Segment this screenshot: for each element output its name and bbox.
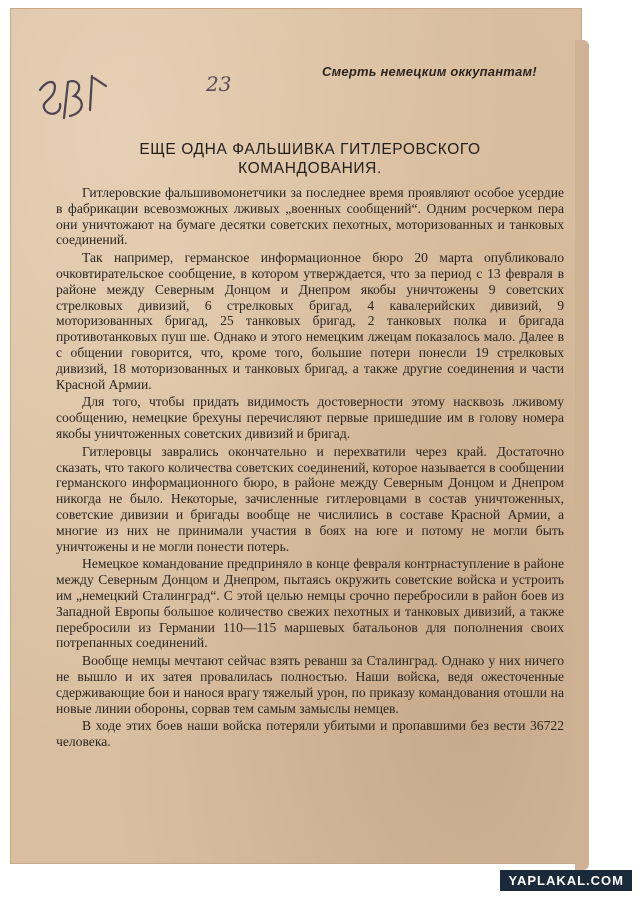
document-title: ЕЩЕ ОДНА ФАЛЬШИВКА ГИТЛЕРОВСКОГО КОМАНДОВАНИЯ. — [139, 141, 481, 177]
handwritten-annotation — [34, 68, 112, 128]
paragraph: Немецкое командование предприняло в конце февраля контрнаступление в районе между Северным Донцом и Днепром, пытаясь окружить советские войска и устроить им „немецкий Сталинград“. С этой целью немцы срочно перебросили в район боев из Западной Европы большое количество свежих пехотных и танковых дивизий, а также перебросили из Германии 110—115 маршевых батальонов для пополнения своих потрепанных соединений. — [56, 556, 564, 651]
handwritten-page-number: 23 — [206, 72, 232, 96]
paragraph: Гитлеровцы заврались окончательно и перехватили через край. Достаточно сказать, что такого количества советских соединений, которое называется в сообщении германского информационного бюро, в районе между Северным Донцом и Днепром никогда не было. Некоторые, зачисленные гитлеровцами в состав уничтоженных, советские дивизии и бригады вообще не числились в составе Красной Армии, а многие из них не принимали участия в боях на юге и потому не могли быть уничтожены и не могли понести потерь. — [56, 443, 564, 554]
paragraph: В ходе этих боев наши войска потеряли убитыми и пропавшими без вести 36722 человека. — [56, 718, 564, 750]
site-watermark: YAPLAKAL.COM — [500, 870, 632, 891]
slogan: Смерть немецким оккупантам! — [322, 64, 537, 79]
paper-edge — [575, 40, 589, 870]
document-body — [56, 185, 564, 752]
paragraph: Гитлеровские фальшивомонетчики за последнее время проявляют особое усердие в фабрикации всевозможных лживых „военных сообщений“. Одним росчерком пера они уничтожают на бумаге десятки советских пехотных, моторизованных и танковых соединений. — [56, 185, 564, 248]
paragraph: Так например, германское информационное бюро 20 марта опубликовало очковтирательское сообщение, в котором утверждается, что за период с 13 февраля в районе между Северным Донцом и Днепром якобы уничтожены 9 советских стрелковых дивизий, 6 стрелковых бригад, 4 кавалерийских дивизий, 9 моторизованных бригад, 25 танковых бригад, 2 танковых полка и бригада противотанковых пуш ше. Однако и этого немецким лжецам показалось мало. Далее в с общении говорится, что, кроме того, большие потери понесли 19 стрелковых дивизий, 18 моторизованных и танковых бригад, а также другие соединения и части Красной Армии. — [56, 250, 564, 392]
paragraph: Для того, чтобы придать видимость достоверности этому насквозь лживому сообщению, немецкие брехуны перечисляют первые пришедшие им в голову номера якобы уничтоженных советских дивизий и бригад. — [56, 394, 564, 441]
paragraph: Вообще немцы мечтают сейчас взять реванш за Сталинград. Однако у них ничего не вышло и их затея провалилась полностью. Наши войска, ведя ожесточенные сдерживающие бои и нанося врагу тяжелый урон, по приказу командования отошли на новые линии обороны, сорвав тем самым замыслы немцев. — [56, 653, 564, 716]
